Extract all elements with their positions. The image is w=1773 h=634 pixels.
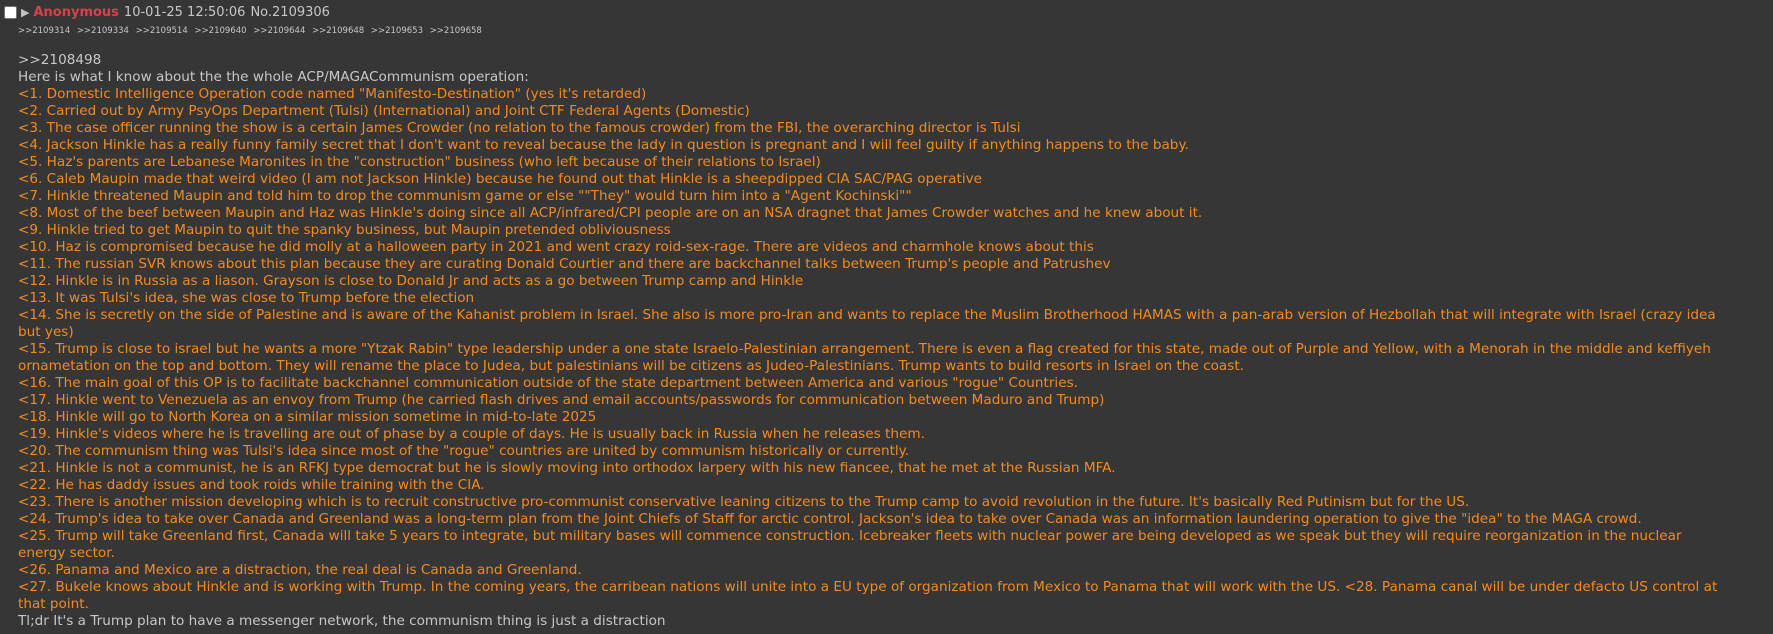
- post-date: 10-01-25 12:50:06: [123, 4, 246, 20]
- list-item: <17. Hinkle went to Venezuela as an envoy from Trump (he carried flash drives and email accounts/passwords for communication between Maduro and Trump): [18, 392, 1105, 408]
- list-item: <5. Haz's parents are Lebanese Maronites in the "construction" business (who left because of their relations to Israel): [18, 154, 821, 170]
- list-item: <16. The main goal of this OP is to facilitate backchannel communication outside of the state department between America and various "rogue" Countries.: [18, 375, 1078, 391]
- list-item: <4. Jackson Hinkle has a really funny family secret that I don't want to reveal because the lady in question is pregnant and I will feel guilty if anything happens to the baby.: [18, 137, 1189, 153]
- list-item: <11. The russian SVR knows about this plan because they are curating Donald Courtier and there are backchannel talks between Trump's people and Patrushev: [18, 256, 1111, 272]
- poster-name: Anonymous: [33, 4, 119, 20]
- backlink[interactable]: >>2109334: [76, 26, 129, 36]
- list-item: <8. Most of the beef between Maupin and Haz was Hinkle's doing since all ACP/infrared/CPI people are on an NSA dragnet that James Crowder watches and he knew about it.: [18, 205, 1203, 221]
- list-item: <14. She is secretly on the side of Palestine and is aware of the Kahanist problem in Israel. She also is more pro-Iran and wants to replace the Muslim Brotherhood HAMAS with a pan-arab version of Hezbollah that will integrate with Israel (crazy idea but yes): [18, 307, 1716, 340]
- backlinks: [18, 26, 486, 36]
- list-item: <27. Bukele knows about Hinkle and is working with Trump. In the coming years, the carribean nations will unite into a EU type of organization from Mexico to Panama that will work with the US. <28. Panama canal will be under defacto US control at that point.: [18, 579, 1718, 612]
- post-body: [18, 52, 1723, 630]
- list-item: <18. Hinkle will go to North Korea on a similar mission sometime in mid-to-late 2025: [18, 409, 597, 425]
- list-item: <22. He has daddy issues and took roids while training with the CIA.: [18, 477, 485, 493]
- post-intro: Here is what I know about the the whole ACP/MAGACommunism operation:: [18, 69, 529, 85]
- list-item: <24. Trump's idea to take over Canada and Greenland was a long-term plan from the Joint Chiefs of Staff for arctic control. Jackson's idea to take over Canada was an information laundering operation to give the "idea" to the MAGA crowd.: [18, 511, 1642, 527]
- backlink[interactable]: >>2109644: [253, 26, 306, 36]
- list-item: <7. Hinkle threatened Maupin and told him to drop the communism game or else ""They" would turn him into a "Agent Kochinski"": [18, 188, 912, 204]
- backlink[interactable]: >>2109314: [18, 26, 71, 36]
- list-item: <25. Trump will take Greenland first, Canada will take 5 years to integrate, but military bases will commence construction. Icebreaker fleets with nuclear power are being developed as we speak but they will require reorganization in the nuclear energy sector.: [18, 528, 1682, 561]
- post-menu-icon[interactable]: ▶: [21, 5, 30, 19]
- backlink[interactable]: >>2109514: [135, 26, 188, 36]
- list-item: <26. Panama and Mexico are a distraction, the real deal is Canada and Greenland.: [18, 562, 582, 578]
- list-item: <9. Hinkle tried to get Maupin to quit the spanky business, but Maupin pretended obliviousness: [18, 222, 671, 238]
- list-item: <12. Hinkle is in Russia as a liason. Grayson is close to Donald Jr and acts as a go between Trump camp and Hinkle: [18, 273, 804, 289]
- list-item: <20. The communism thing was Tulsi's idea since most of the "rogue" countries are united by communism historically or currently.: [18, 443, 910, 459]
- reply-quote-link[interactable]: >>2108498: [18, 52, 102, 68]
- list-item: <3. The case officer running the show is a certain James Crowder (no relation to the famous crowder) from the FBI, the overarching director is Tulsi: [18, 120, 1021, 136]
- post-number-link[interactable]: No.2109306: [250, 4, 330, 20]
- list-item: <23. There is another mission developing which is to recruit constructive pro-communist conservative leaning citizens to the Trump camp to avoid revolution in the future. It's basically Red Putinism but for the US.: [18, 494, 1470, 510]
- list-item: <15. Trump is close to israel but he wants a more "Ytzak Rabin" type leadership under a one state Israelo-Palestinian arrangement. There is even a flag created for this state, made out of Purple and Yellow, with a Menorah in the middle and keffiyeh ornametation on the top and bottom. They will rename the place to Judea, but palestinians will be citizens as Judeo-Palestinians. Trump wants to build resorts in Israel on the coast.: [18, 341, 1711, 374]
- post-header: [4, 4, 330, 20]
- list-item: <13. It was Tulsi's idea, she was close to Trump before the election: [18, 290, 475, 306]
- list-item: <1. Domestic Intelligence Operation code named "Manifesto-Destination" (yes it's retarded): [18, 86, 647, 102]
- backlink[interactable]: >>2109640: [194, 26, 247, 36]
- backlink[interactable]: >>2109648: [312, 26, 365, 36]
- select-checkbox[interactable]: [4, 6, 17, 19]
- list-item: <2. Carried out by Army PsyOps Department (Tulsi) (International) and Joint CTF Federal Agents (Domestic): [18, 103, 750, 119]
- list-item: <6. Caleb Maupin made that weird video (I am not Jackson Hinkle) because he found out that Hinkle is a sheepdipped CIA SAC/PAG operative: [18, 171, 983, 187]
- backlink[interactable]: >>2109653: [370, 26, 423, 36]
- list-item: <21. Hinkle is not a communist, he is an RFKJ type democrat but he is slowly moving into orthodox larpery with his new fiancee, that he met at the Russian MFA.: [18, 460, 1116, 476]
- list-item: <10. Haz is compromised because he did molly at a halloween party in 2021 and went crazy roid-sex-rage. There are videos and charmhole knows about this: [18, 239, 1094, 255]
- post-tldr: Tl;dr It's a Trump plan to have a messenger network, the communism thing is just a distraction: [18, 613, 666, 629]
- backlink[interactable]: >>2109658: [429, 26, 482, 36]
- list-item: <19. Hinkle's videos where he is travelling are out of phase by a couple of days. He is usually back in Russia when he releases them.: [18, 426, 925, 442]
